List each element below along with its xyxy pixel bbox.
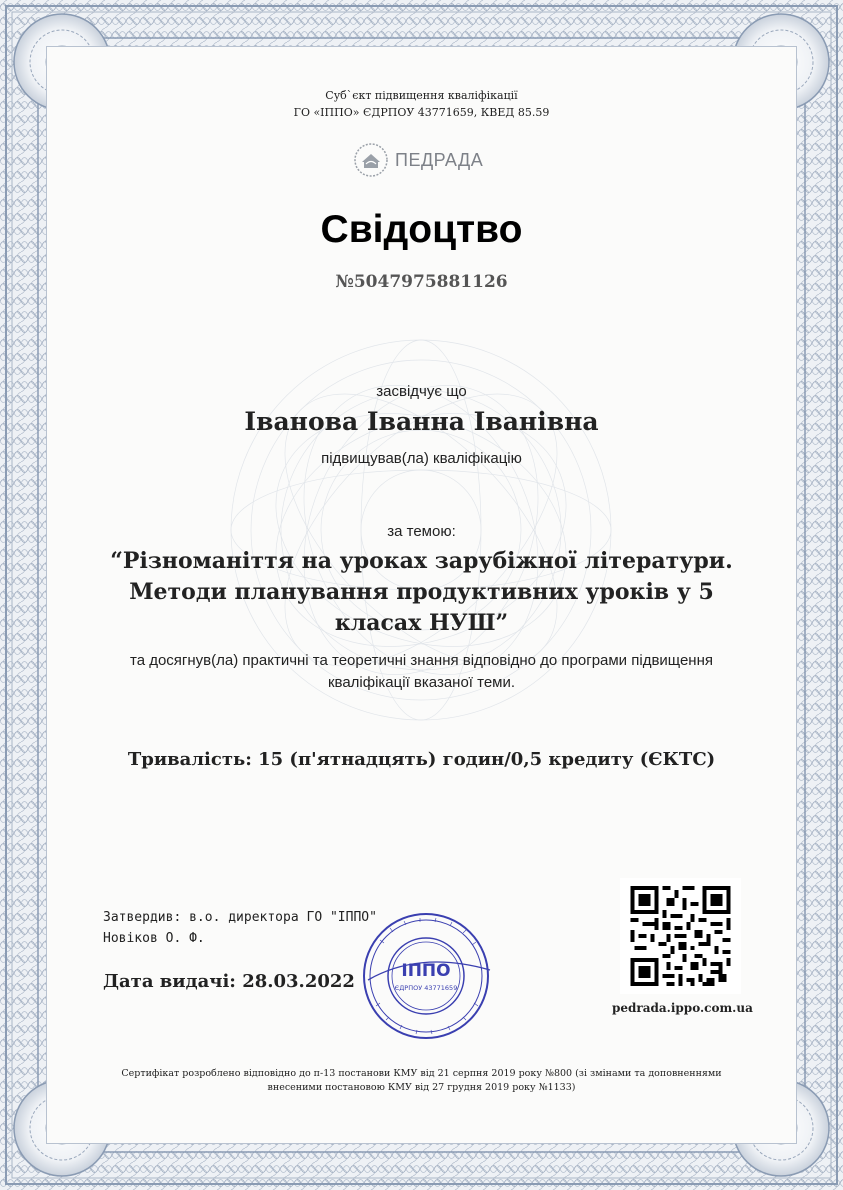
approved-by: Затвердив: в.о. директора ГО "ІППО" bbox=[103, 910, 377, 925]
org-line-2: ГО «ІППО» ЄДРПОУ 43771659, КВЕД 85.59 bbox=[293, 106, 550, 119]
director-name: Новіков О. Ф. bbox=[103, 931, 205, 946]
topic-label: за темою: bbox=[387, 523, 456, 540]
course-duration: Тривалість: 15 (п'ятнадцять) годин/0,5 кредиту (ЄКТС) bbox=[127, 749, 716, 770]
logo-text: ПЕДРАДА bbox=[395, 149, 484, 170]
qr-code[interactable] bbox=[620, 878, 741, 994]
qr-url[interactable]: pedrada.ippo.com.ua bbox=[612, 1001, 753, 1015]
improved-text: підвищував(ла) кваліфікацію bbox=[321, 450, 522, 467]
achievement-text: та досягнув(ла) практичні та теоретичні знання відповідно до програми підвищення кваліфікації вказаної теми. bbox=[130, 652, 713, 691]
pedrada-logo bbox=[353, 142, 483, 178]
stamp-code-text: ЄДРПОУ 43771659 bbox=[394, 984, 458, 992]
recipient-name: Іванова Іванна Іванівна bbox=[244, 407, 599, 436]
official-stamp bbox=[360, 910, 492, 1042]
approval-block bbox=[103, 907, 377, 949]
issue-date: Дата видачі: 28.03.2022 bbox=[103, 971, 355, 992]
certificate-number: №5047975881126 bbox=[335, 272, 508, 292]
certificate-title: Свідоцтво bbox=[320, 208, 523, 251]
certifies-text: засвідчує що bbox=[376, 383, 467, 400]
course-topic: “Різноманіття на уроках зарубіжної літератури. Методи планування продуктивних уроків у 5 класах НУШ” bbox=[110, 548, 733, 636]
legal-footnote: Сертифікат розроблено відповідно до п-13 постанови КМУ від 21 серпня 2019 року №800 (зі змінами та доповненнями внесеними постановою КМУ від 27 грудня 2019 року №1133) bbox=[121, 1068, 722, 1093]
org-line-1: Суб`єкт підвищення кваліфікації bbox=[325, 89, 518, 102]
pedrada-emblem-icon bbox=[353, 142, 389, 178]
stamp-center-text: ІППО bbox=[401, 961, 451, 981]
